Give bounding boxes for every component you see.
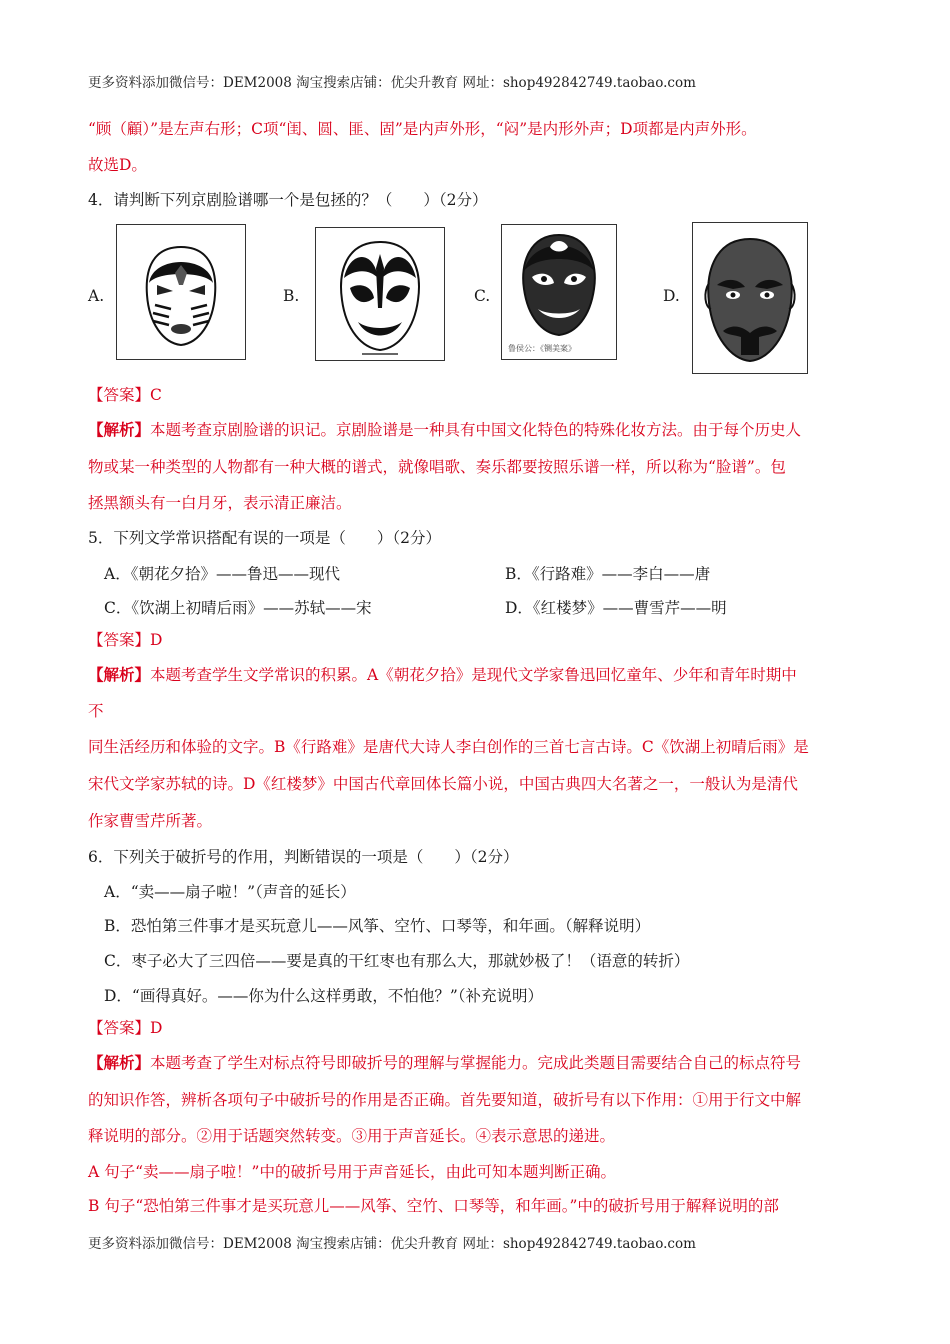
q5-stem: 5．下列文学常识搭配有误的一项是（ ）（2分）: [88, 529, 441, 547]
q4-stem: 4．请判断下列京剧脸谱哪一个是包拯的？（ ）（2分）: [88, 191, 488, 209]
q4-face-c-caption: 鲁侯公：《铡美案》: [508, 344, 576, 353]
q4-label-a: A.: [88, 287, 105, 305]
q5-option-a: A．《朝花夕拾》——鲁迅——现代: [104, 565, 340, 583]
footer-note: 更多资料添加微信号：DEM2008 淘宝搜索店铺：优尖升教育 网址：shop492842749.taobao.com: [88, 1236, 696, 1252]
q4-analysis-line1: [88, 420, 801, 440]
prev-analysis-line1: “顾（顧）”是左声右形；C项“闺、圆、匪、固”是内声外形，“闷”是内形外声；D项都是内声外形。: [88, 120, 757, 138]
q5-analysis-line2: 不: [88, 702, 104, 720]
q5-analysis-line4: 宋代文学家苏轼的诗。D《红楼梦》中国古代章回体长篇小说，中国古典四大名著之一，一般认为是清代: [88, 775, 798, 793]
q6-analysis-line1: [88, 1053, 801, 1073]
prev-analysis-line2: 故选D。: [88, 156, 147, 174]
q5-analysis-tag: 【解析】: [88, 665, 151, 684]
q5-option-d: D．《红楼梦》——曹雪芹——明: [505, 599, 727, 617]
q6-analysis-line5: B 句子“恐怕第三件事才是买玩意儿——风筝、空竹、口琴等，和年画。”中的破折号用于解释说明的部: [88, 1197, 779, 1215]
q5-analysis-line3: 同生活经历和体验的文字。B《行路难》是唐代大诗人李白创作的三首七言古诗。C《饮湖上初晴后雨》是: [88, 738, 809, 756]
q5-analysis-text1: 本题考查学生文学常识的积累。A《朝花夕拾》是现代文学家鲁迅回忆童年、少年和青年时期中: [150, 666, 797, 684]
q4-label-b: B.: [283, 287, 300, 305]
q5-analysis-line5: 作家曹雪芹所著。: [88, 812, 213, 830]
header-note: 更多资料添加微信号：DEM2008 淘宝搜索店铺：优尖升教育 网址：shop492842749.taobao.com: [88, 75, 696, 91]
q4-face-b-image: [315, 227, 445, 361]
q4-analysis-tag: 【解析】: [88, 420, 151, 439]
q4-analysis-line3: 拯黑额头有一白月牙，表示清正廉洁。: [88, 494, 352, 512]
q6-analysis-line4: A 句子“卖——扇子啦！”中的破折号用于声音延长，由此可知本题判断正确。: [88, 1163, 616, 1181]
q6-option-d: D．“画得真好。——你为什么这样勇敢，不怕他？”（补充说明）: [104, 987, 544, 1005]
q6-option-c: C．枣子必大了三四倍——要是真的干红枣也有那么大，那就妙极了！（语意的转折）: [104, 952, 690, 970]
q4-face-c-image: [501, 224, 617, 360]
q6-analysis-line3: 释说明的部分。②用于话题突然转变。③用于声音延长。④表示意思的递进。: [88, 1127, 616, 1145]
q4-face-a-image: [116, 224, 246, 360]
q4-label-c: C.: [474, 287, 491, 305]
q6-answer: 【答案】D: [88, 1019, 163, 1037]
q4-answer: 【答案】C: [88, 386, 162, 404]
q5-option-b: B．《行路难》——李白——唐: [505, 565, 711, 583]
q4-label-d: D.: [663, 287, 680, 305]
q5-analysis-line1: [88, 665, 797, 685]
q5-answer: 【答案】D: [88, 631, 163, 649]
q4-face-d-image: [692, 222, 808, 374]
q6-stem: 6．下列关于破折号的作用，判断错误的一项是（ ）（2分）: [88, 848, 519, 866]
q6-analysis-tag: 【解析】: [88, 1053, 151, 1072]
q6-analysis-line2: 的知识作答，辨析各项句子中破折号的作用是否正确。首先要知道，破折号有以下作用：①用于行文中解: [88, 1091, 802, 1109]
q4-analysis-line2: 物或某一种类型的人物都有一种大概的谱式，就像唱歌、奏乐都要按照乐谱一样，所以称为“脸谱”。包: [88, 458, 786, 476]
q6-option-a: A．“卖——扇子啦！”（声音的延长）: [104, 883, 356, 901]
q6-option-b: B．恐怕第三件事才是买玩意儿——风筝、空竹、口琴等，和年画。（解释说明）: [104, 917, 651, 935]
q4-analysis-text1: 本题考查京剧脸谱的识记。京剧脸谱是一种具有中国文化特色的特殊化妆方法。由于每个历史人: [150, 421, 802, 439]
q5-option-c: C．《饮湖上初晴后雨》——苏轼——宋: [104, 599, 372, 617]
q6-analysis-text1: 本题考查了学生对标点符号即破折号的理解与掌握能力。完成此类题目需要结合自己的标点符号: [150, 1054, 802, 1072]
